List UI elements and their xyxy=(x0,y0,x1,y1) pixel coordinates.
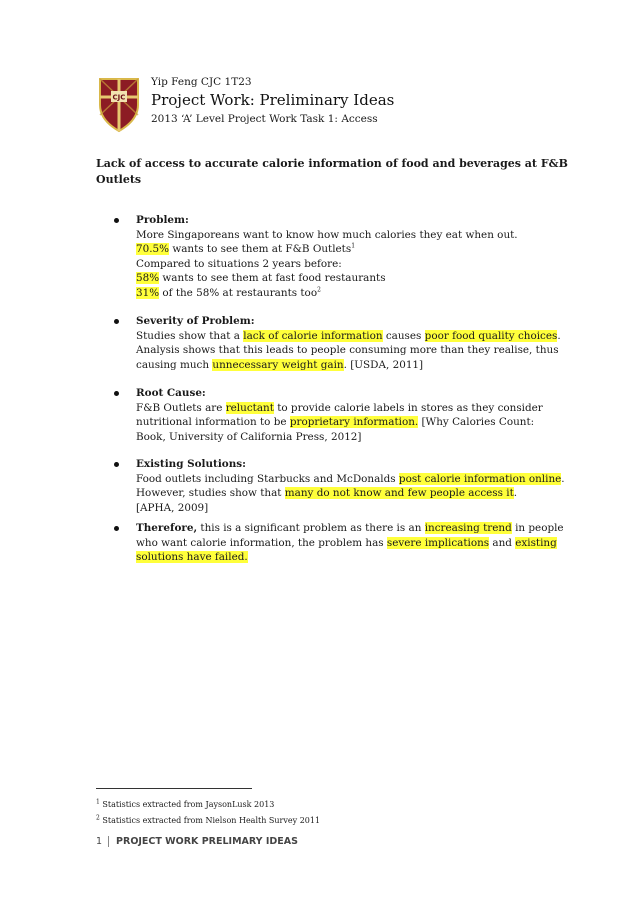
page-number: 1 xyxy=(96,836,109,847)
bullet-heading: Existing Solutions: xyxy=(136,458,246,470)
highlight: reluctant xyxy=(225,401,274,414)
highlight: 31% xyxy=(136,286,160,299)
bullet-heading: Problem: xyxy=(136,214,189,226)
footnote-ref[interactable]: 1 xyxy=(351,242,356,250)
text-line: [APHA, 2009] xyxy=(136,501,209,514)
text-line: 70.5% wants to see them at F&B Outlets$^1$ xyxy=(136,242,356,256)
bullet-icon xyxy=(114,391,119,396)
highlight: post calorie information online xyxy=(398,472,562,485)
text-line: Book, University of California Press, 2012] xyxy=(136,430,362,443)
text-line: 58% wants to see them at fast food restaurants xyxy=(136,272,386,285)
bullet-icon xyxy=(114,462,119,467)
highlight: unnecessary weight gain xyxy=(212,358,344,371)
footnote-1: $^1$ Statistics extracted from JaysonLusk 2013 xyxy=(96,798,275,809)
footnote-2: $^2$ Statistics extracted from Nielson Health Survey 2011 xyxy=(96,814,321,825)
bullet-heading: Therefore, xyxy=(136,522,198,534)
bullet-icon xyxy=(114,319,119,324)
text-line: However, studies show that many do not know and few people access it. xyxy=(136,487,518,500)
bullet-icon xyxy=(114,218,119,223)
text-line: Analysis shows that this leads to people consuming more than they realise, thus xyxy=(136,344,559,357)
heading-line: Lack of access to accurate calorie information of food and beverages at F&B xyxy=(96,157,568,170)
highlight: proprietary information. xyxy=(289,416,419,429)
highlight: existing xyxy=(515,536,557,549)
footnote-divider xyxy=(96,788,252,789)
text-line: More Singaporeans want to know how much calories they eat when out. xyxy=(136,228,518,241)
text-line: Food outlets including Starbucks and McDonalds post calorie information online. xyxy=(136,472,565,485)
page-footer xyxy=(96,836,298,847)
page-title: Project Work: Preliminary Ideas xyxy=(151,91,395,109)
highlight: lack of calorie information xyxy=(243,329,383,342)
school-class-label: Yip Feng CJC 1T23 xyxy=(151,76,252,88)
school-crest-icon xyxy=(96,75,142,133)
text-line: 31% of the 58% at restaurants too$^2$ xyxy=(136,286,321,299)
page-subtitle: 2013 ‘A’ Level Project Work Task 1: Access xyxy=(151,113,378,125)
text-line: nutritional information to be proprietary information. [Why Calories Count: xyxy=(136,416,535,429)
highlight: solutions have failed. xyxy=(136,551,248,564)
text-line: Compared to situations 2 years before: xyxy=(136,257,342,270)
bullet-heading: Root Cause: xyxy=(136,387,206,399)
text-line: who want calorie information, the problem has severe implications and existing xyxy=(136,536,557,549)
highlight: severe implications xyxy=(386,536,490,549)
highlight: 58% xyxy=(136,272,160,285)
text-line: Studies show that a lack of calorie information causes poor food quality choices. xyxy=(136,329,561,342)
text-line: F&B Outlets are reluctant to provide calorie labels in stores as they consider xyxy=(136,401,543,414)
crest-text: CJC xyxy=(112,93,126,102)
footnote-ref[interactable]: 2 xyxy=(317,286,321,294)
highlight: 70.5% xyxy=(136,243,170,256)
heading-line: Outlets xyxy=(96,173,142,186)
highlight: increasing trend xyxy=(424,522,512,534)
footer-title: PROJECT WORK PRELIMARY IDEAS xyxy=(116,836,298,847)
document-heading xyxy=(96,156,568,188)
highlight: poor food quality choices xyxy=(424,329,558,342)
highlight: many do not know and few people access it xyxy=(284,487,514,500)
bullet-heading: Severity of Problem: xyxy=(136,315,255,327)
text-line xyxy=(136,550,576,565)
text-line: Therefore, this is a significant problem as there is an increasing trend in people xyxy=(136,522,564,534)
bullet-icon xyxy=(114,526,119,531)
text-line: causing much unnecessary weight gain. [USDA, 2011] xyxy=(136,358,424,371)
